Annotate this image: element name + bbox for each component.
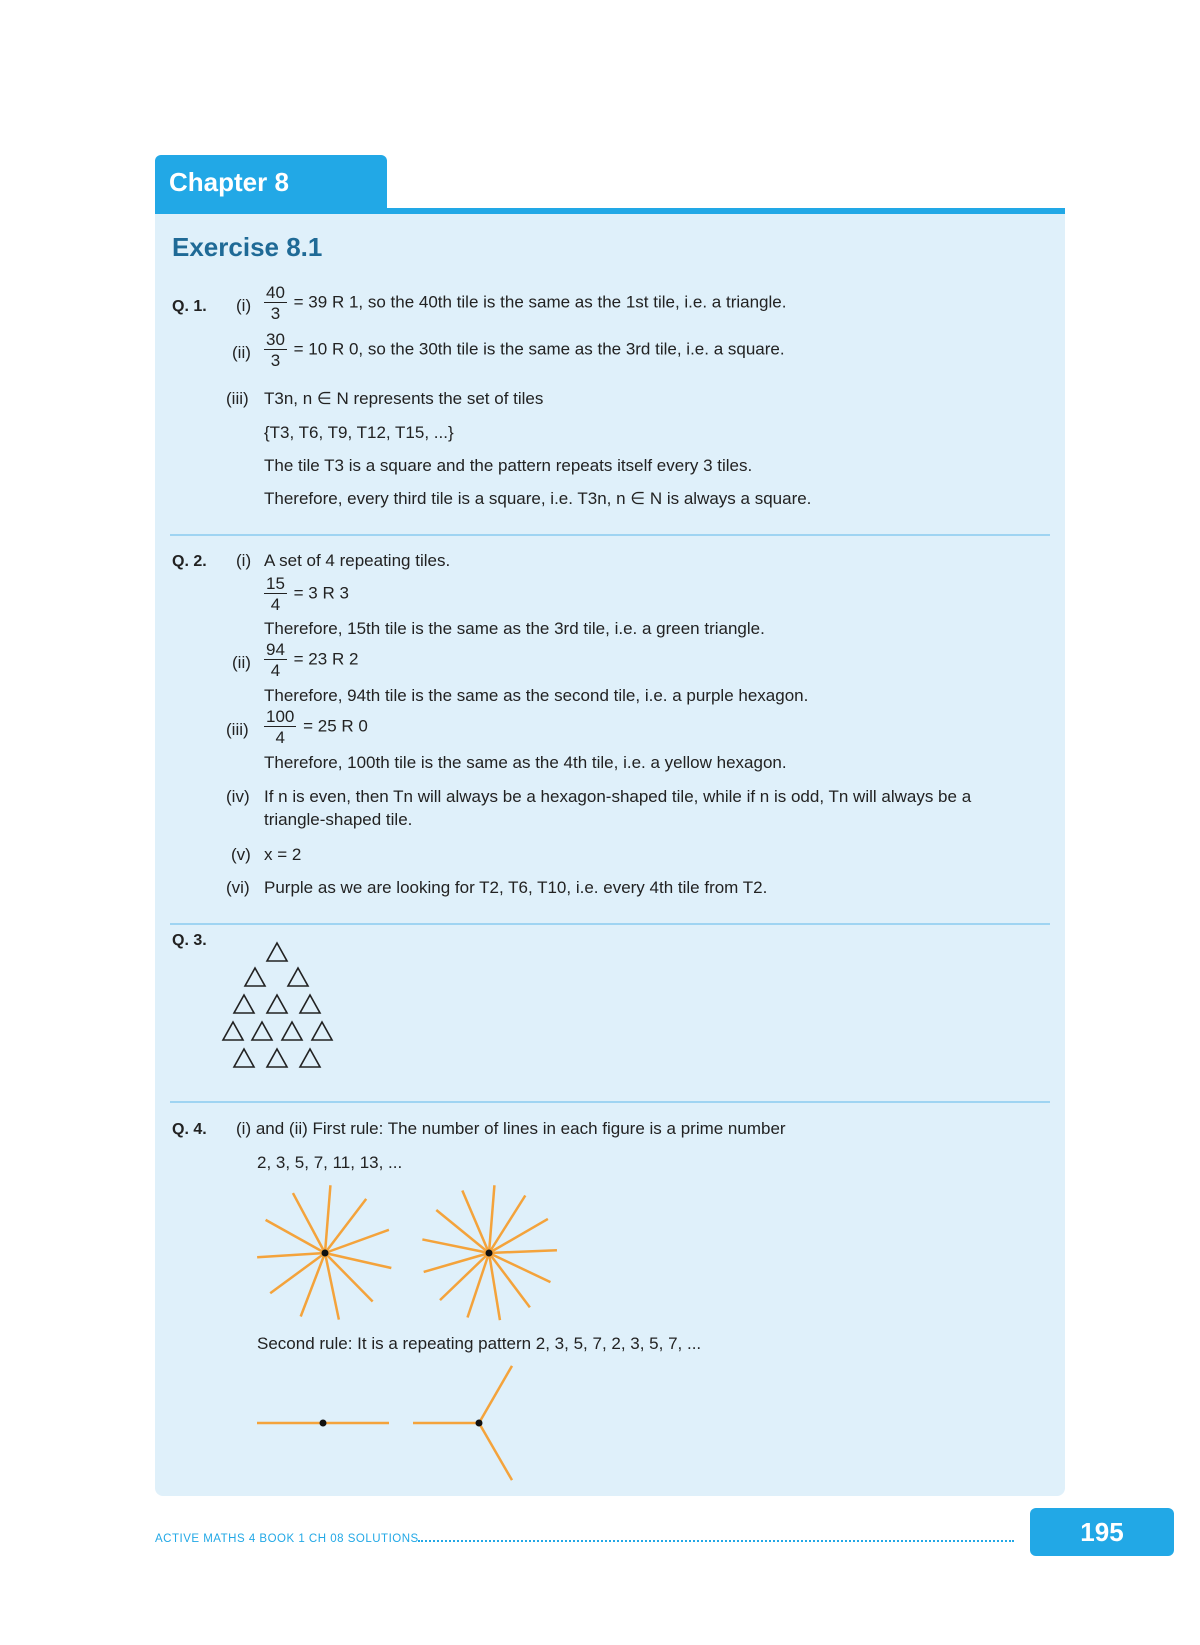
footer-dotted-line	[418, 1540, 1014, 1542]
q1-i-text: = 39 R 1, so the 40th tile is the same as the 1st tile, i.e. a triangle.	[293, 292, 787, 312]
q2-iv-line2: triangle-shaped tile.	[264, 810, 413, 829]
chapter-tab: Chapter 8	[155, 155, 387, 208]
q2-iii-fraction: $\frac{100}{4}$	[266, 707, 295, 747]
q1-iii-number: (iii)	[226, 389, 249, 408]
q4-label: Q. 4.	[172, 1121, 207, 1138]
figure-line	[325, 1185, 330, 1253]
figure-line	[489, 1196, 525, 1253]
q2-ii-fraction: $\frac{94}{4}$	[266, 640, 285, 680]
figure-line	[489, 1253, 500, 1320]
figure-center-dot	[320, 1420, 327, 1427]
q2-iii-calc: $\frac{100}{4}$ = 25 R 0	[266, 707, 368, 747]
figure-center-dot	[476, 1420, 483, 1427]
q2-i-text: A set of 4 repeating tiles.	[264, 551, 451, 570]
figure-center-dot	[486, 1250, 493, 1257]
q2-iii-number: (iii)	[226, 720, 249, 739]
q2-ii-number: (ii)	[232, 653, 251, 672]
page-number: 195	[1030, 1508, 1174, 1556]
q1-ii-fraction: $\frac{30}{3}$	[266, 330, 285, 370]
figure-line	[489, 1250, 557, 1253]
q3-label: Q. 3.	[172, 932, 207, 949]
figure-line	[325, 1253, 339, 1320]
figure-line	[479, 1423, 512, 1480]
figure-line	[325, 1253, 373, 1301]
q4-intro: (i) and (ii) First rule: The number of lines in each figure is a prime number	[236, 1119, 786, 1138]
q2-i-conclusion: Therefore, 15th tile is the same as the 3rd tile, i.e. a green triangle.	[264, 619, 765, 638]
figure-center-dot	[322, 1250, 329, 1257]
q1-ii-number: (ii)	[232, 343, 251, 362]
q1-iii-line3: The tile T3 is a square and the pattern repeats itself every 3 tiles.	[264, 456, 753, 475]
q1-i-fraction: $\frac{40}{3}$	[266, 283, 285, 323]
q2-i-number: (i)	[236, 551, 252, 570]
q2-v-number: (v)	[231, 845, 251, 864]
q2-vi-number: (vi)	[226, 878, 250, 897]
q1-iii-line1: T3n, n ∈ N represents the set of tiles	[264, 389, 544, 408]
figure-line	[479, 1366, 512, 1423]
figure-line	[257, 1253, 325, 1257]
q2-iii-conclusion: Therefore, 100th tile is the same as the 4th tile, i.e. a yellow hexagon.	[264, 753, 787, 772]
q2-i-calc: $\frac{15}{4}$ = 3 R 3	[266, 574, 349, 614]
q2-ii-calc: $\frac{94}{4}$ = 23 R 2	[266, 640, 359, 680]
q2-ii-conclusion: Therefore, 94th tile is the same as the second tile, i.e. a purple hexagon.	[264, 686, 809, 705]
figure-line	[489, 1185, 494, 1253]
figure-line	[489, 1253, 530, 1307]
figure-line	[325, 1253, 391, 1268]
q2-iv-line1: If n is even, then Tn will always be a hexagon-shaped tile, while if n is odd, Tn will always be a	[264, 787, 972, 806]
exercise-title: Exercise 8.1	[172, 232, 323, 262]
q1-iii-line2: {T3, T6, T9, T12, T15, ...}	[264, 423, 454, 442]
figure-line	[489, 1253, 550, 1282]
q2-v-text: x = 2	[264, 845, 302, 864]
figure-line	[489, 1219, 548, 1253]
q4-sequence: 2, 3, 5, 7, 11, 13, ...	[257, 1153, 403, 1172]
q2-iv-number: (iv)	[226, 787, 250, 806]
q1-iii-line4: Therefore, every third tile is a square, i.e. T3n, n ∈ N is always a square.	[264, 489, 812, 508]
q2-i-fraction: $\frac{15}{4}$	[266, 574, 285, 614]
footer-text: ACTIVE MATHS 4 BOOK 1 CH 08 SOLUTIONS	[155, 1533, 419, 1545]
q1-i-number: (i)	[236, 296, 252, 315]
q1-label: Q. 1.	[172, 298, 207, 315]
q2-label: Q. 2.	[172, 553, 207, 570]
q2-vi-text: Purple as we are looking for T2, T6, T10, i.e. every 4th tile from T2.	[264, 878, 768, 897]
q4-second-rule: Second rule: It is a repeating pattern 2, 3, 5, 7, 2, 3, 5, 7, ...	[257, 1334, 702, 1353]
q1-ii-text: = 10 R 0, so the 30th tile is the same as the 3rd tile, i.e. a square.	[293, 339, 785, 359]
